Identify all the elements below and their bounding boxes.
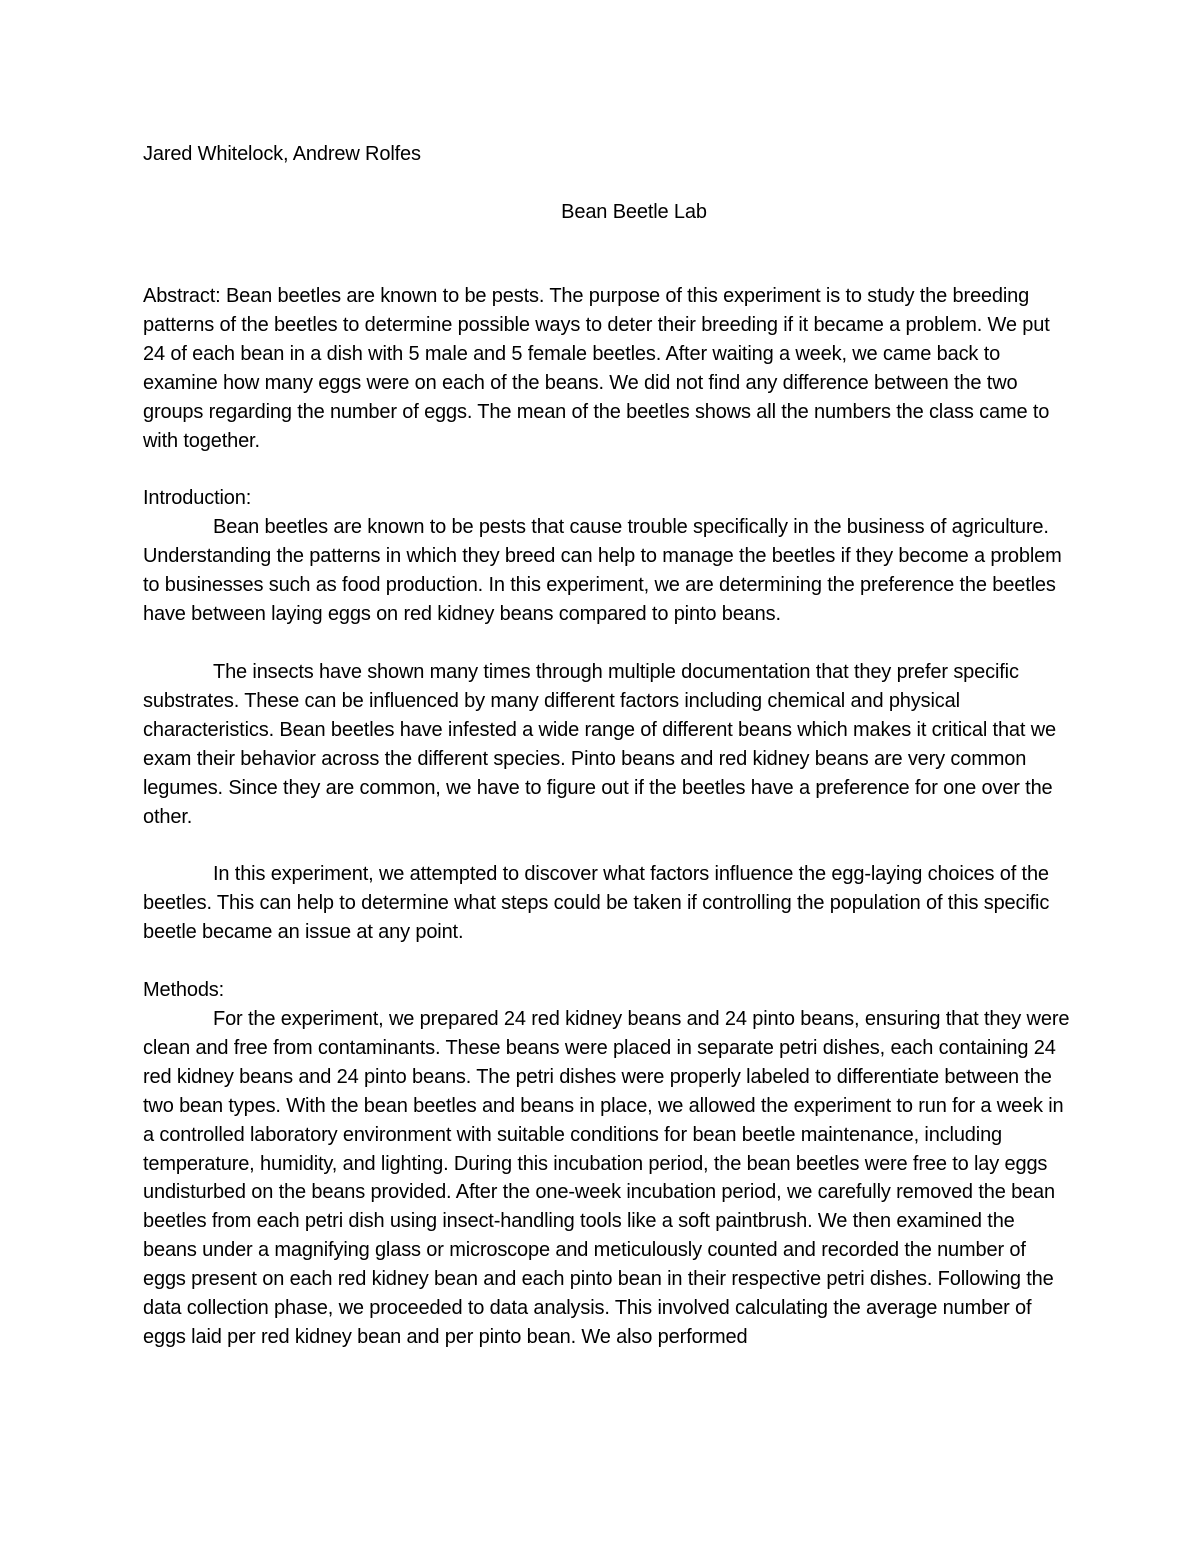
methods-heading: Methods:	[143, 979, 225, 1002]
introduction-paragraph-3: In this experiment, we attempted to discover what factors influence the egg-laying choices of the beetles. This can help to determine what steps could be taken if controlling the population of this specific beetle became an issue at any point.	[143, 863, 1050, 944]
document-title	[143, 198, 1073, 227]
abstract-paragraph: Abstract: Bean beetles are known to be pests. The purpose of this experiment is to study the breeding patterns of the beetles to determine possible ways to deter their breeding if it became a problem. We put 24 of each bean in a dish with 5 male and 5 female beetles. After waiting a week, we came back to examine how many eggs were on each of the beans. We did not find any difference between the two groups regarding the number of eggs. The mean of the beetles shows all the numbers the class came to with together.	[143, 285, 1050, 452]
introduction-heading: Introduction:	[143, 487, 252, 510]
methods-paragraph: For the experiment, we prepared 24 red kidney beans and 24 pinto beans, ensuring that they were clean and free from contaminants. These beans were placed in separate petri dishes, each containing 24 red kidney beans and 24 pinto beans. The petri dishes were properly labeled to differentiate between the two bean types. With the bean beetles and beans in place, we allowed the experiment to run for a week in a controlled laboratory environment with suitable conditions for bean beetle maintenance, including temperature, humidity, and lighting. During this incubation period, the bean beetles were free to lay eggs undisturbed on the beans provided. After the one-week incubation period, we carefully removed the bean beetles from each petri dish using insect-handling tools like a soft paintbrush. We then examined the beans under a magnifying glass or microscope and meticulously counted and recorded the number of eggs present on each red kidney bean and each pinto bean in their respective petri dishes. Following the data collection phase, we proceeded to data analysis. This involved calculating the average number of eggs laid per red kidney bean and per pinto bean. We also performed	[143, 1008, 1070, 1348]
introduction-paragraph-2: The insects have shown many times through multiple documentation that they prefer specific substrates. These can be influenced by many different factors including chemical and physical characteristics. Bean beetles have infested a wide range of different beans which makes it critical that we exam their behavior across the different species. Pinto beans and red kidney beans are very common legumes. Since they are common, we have to figure out if the beetles have a preference for one over the other.	[143, 660, 1056, 828]
document-title-text: Bean Beetle Lab	[561, 201, 707, 223]
introduction-paragraph-1: Bean beetles are known to be pests that cause trouble specifically in the business of agriculture. Understanding the patterns in which they breed can help to manage the beetles if they become a problem to businesses such as food production. In this experiment, we are determining the preference the beetles have between laying eggs on red kidney beans compared to pinto beans.	[143, 516, 1062, 626]
author-line: Jared Whitelock, Andrew Rolfes	[143, 143, 421, 165]
document-page	[143, 140, 1073, 1352]
